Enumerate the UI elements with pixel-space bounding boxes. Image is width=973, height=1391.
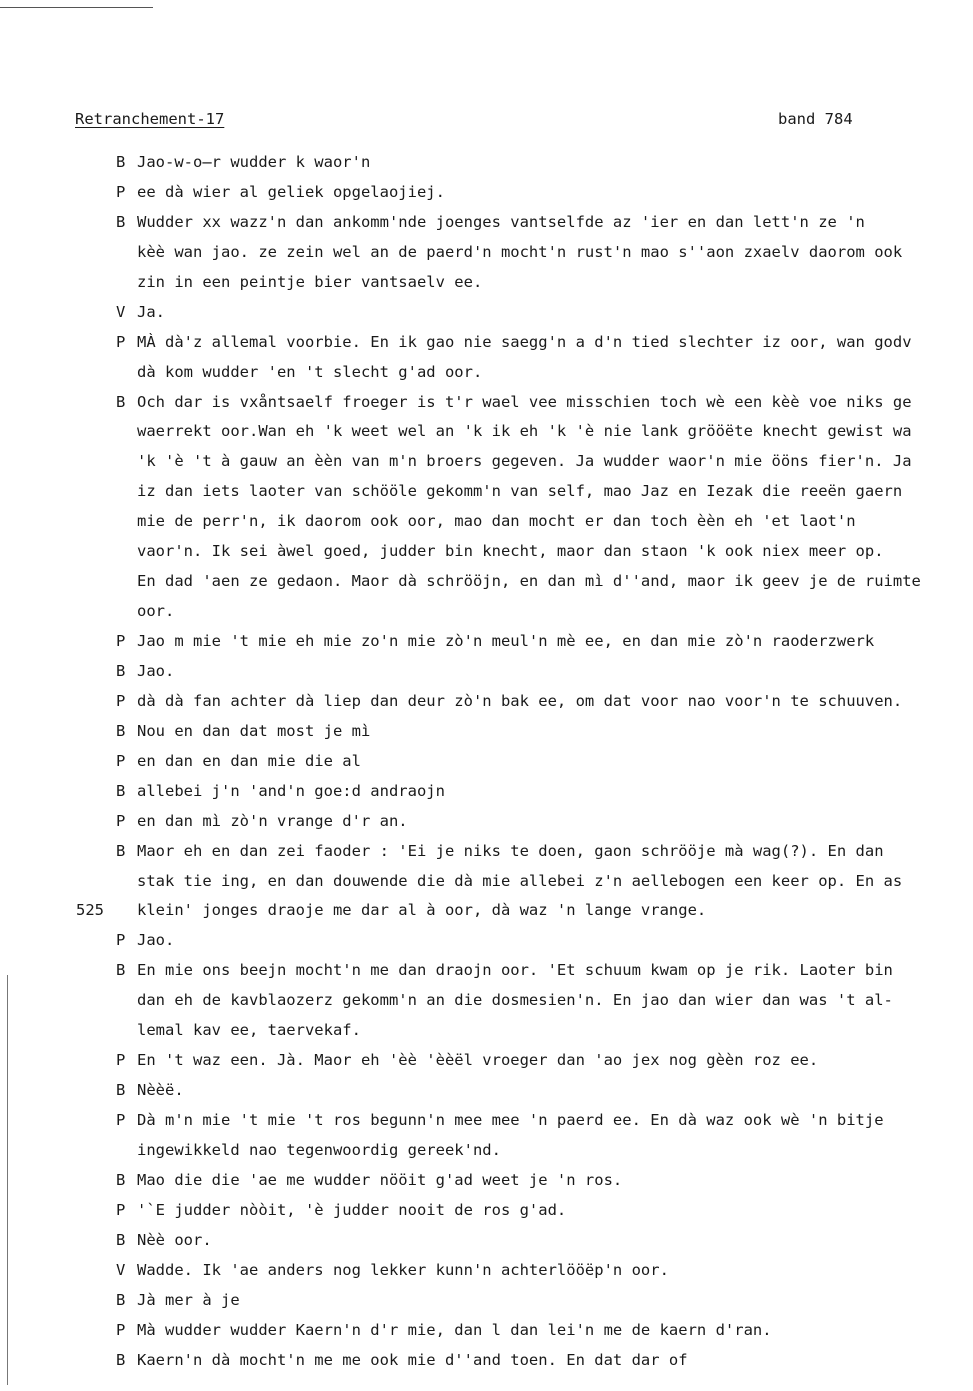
line-text: en dan mì zò'n vrange d'r an. [137,811,408,830]
transcript-line [0,657,973,687]
transcript-line [0,747,973,777]
transcript-body [0,148,973,1375]
transcript-line [0,867,973,897]
line-text: en dan en dan mie die al [137,751,361,770]
transcript-line [0,1106,973,1136]
line-text: En 't waz een. Jà. Maor eh 'èè 'èèël vroeger dan 'ao jex nog gèèn roz ee. [137,1051,819,1070]
transcript-line [0,1196,973,1226]
line-text: Kaern'n dà mocht'n me me ook mie d''and toen. En dat dar of [137,1350,688,1369]
speaker-label: V [116,1260,126,1279]
speaker-label: B [116,721,126,740]
transcript-line [0,986,973,1016]
line-text: oor. [137,602,175,621]
transcript-line [0,717,973,747]
line-text: MÀ dà'z allemal voorbie. En ik gao nie saegg'n a d'n tied slechter iz oor, wan godv [137,332,912,351]
transcript-line [0,1076,973,1106]
line-text: Ja. [137,302,165,321]
speaker-label: B [116,1350,126,1369]
line-text: dan eh de kavblaozerz gekomm'n an die dosmesien'n. En jao dan wier dan was 't al- [137,991,893,1010]
speaker-label: B [116,153,126,171]
line-text: waerrekt oor.Wan eh 'k weet wel an 'k ik eh 'k 'è nie lank grööëte knecht gewist wa [137,422,912,441]
speaker-label: B [116,661,126,680]
speaker-label: B [116,781,126,800]
line-text: Jao. [137,931,175,950]
transcript-line [0,956,973,986]
transcript-line [0,1256,973,1286]
line-text: Dà m'n mie 't mie 't ros begunn'n mee mee 'n paerd ee. En dà waz ook wè 'n bitje [137,1111,884,1129]
transcript-line [0,1226,973,1256]
transcript-line [0,328,973,358]
speaker-label: B [116,1081,126,1100]
transcript-line [0,1316,973,1346]
line-text: allebei j'n 'and'n goe:d andraojn [137,781,445,800]
line-text: stak tie ing, en dan douwende die dà mie allebei z'n aellebogen een keer op. En as [137,871,903,890]
transcript-line [0,597,973,627]
transcript-line [0,148,973,178]
speaker-label: P [116,1320,126,1339]
speaker-label: B [116,212,126,231]
transcript-line [0,208,973,238]
speaker-label: B [116,1290,126,1309]
line-text: iz dan iets laoter van schööle gekomm'n van self, mao Jaz en Iezak die reeën gaern [137,482,903,501]
transcript-line [0,926,973,956]
speaker-label: P [116,1111,126,1129]
line-text: vaor'n. Ik sei àwel goed, judder bin knecht, maor dan staon 'k ook niex meer op. [137,542,884,561]
line-text: mie de perr'n, ik daorom ook oor, mao dan mocht er dan toch èèn eh 'et laot'n [137,512,856,531]
transcript-line [0,298,973,328]
transcript-line [0,238,973,268]
speaker-label: B [116,1170,126,1189]
speaker-label: V [116,302,126,321]
line-text: Nèè oor. [137,1230,212,1249]
transcript-line [0,1046,973,1076]
line-text: Jao-w-o̶r wudder k waor'n [137,153,371,171]
speaker-label: B [116,961,126,980]
transcript-line [0,1286,973,1316]
transcript-line [0,537,973,567]
line-number: 525 [76,901,104,920]
line-text: En dad 'aen ze gedaon. Maor dà schrööjn, en dan mì d''and, maor ik geev je de ruimte [137,572,921,591]
line-text: ingewikkeld nao tegenwoordig gereek'nd. [137,1140,501,1159]
speaker-label: B [116,1230,126,1249]
line-text: ee dà wier al geliek opgelaojiej. [137,182,445,201]
transcript-line [0,178,973,208]
line-text: zin in een peintje bier vantsaelv ee. [137,272,483,291]
transcript-line [0,777,973,807]
line-text: 'k 'è 't à gauw an èèn van m'n broers gegeven. Ja wudder waor'n mie ööns fier'n. Ja [137,452,912,471]
speaker-label: B [116,841,126,860]
line-text: klein' jonges draoje me dar al à oor, dà waz 'n lange vrange. [137,901,707,920]
line-text: Och dar is vxåntsaelf froeger is t'r wael vee misschien toch wè een kèè voe niks ge [137,392,912,411]
speaker-label: P [116,182,126,201]
transcript-line [0,507,973,537]
transcript-line [0,687,973,717]
line-text: dà kom wudder 'en 't slecht g'ad oor. [137,362,483,381]
transcript-line [0,388,973,418]
speaker-label: P [116,691,126,710]
speaker-label: P [116,1200,126,1219]
line-text: '`E judder nòòit, 'è judder nooit de ros g'ad. [137,1200,567,1219]
transcript-line [0,447,973,477]
line-text: Nou en dan dat most je mì [137,721,371,740]
transcript-line [0,1166,973,1196]
line-text: kèè wan jao. ze zein wel an de paerd'n mocht'n rust'n mao s''aon zxaelv daorom ook [137,242,903,261]
line-text: Jà mer à je [137,1290,240,1309]
line-text: Mà wudder wudder Kaern'n d'r mie, dan l dan lei'n me de kaern d'ran. [137,1320,772,1339]
line-text: Jao m mie 't mie eh mie zo'n mie zò'n meul'n mè ee, en dan mie zò'n raoderzwerk [137,632,875,650]
line-text: Mao die die 'ae me wudder nööit g'ad weet je 'n ros. [137,1170,623,1189]
line-text: Maor eh en dan zei faoder : 'Ei je niks te doen, gaon schrööje mà wag(?). En dan [137,841,884,860]
transcript-line [0,417,973,447]
transcript-line [0,567,973,597]
transcript-line [0,807,973,837]
document-title: Retranchement-17 [75,110,225,128]
speaker-label: P [116,931,126,950]
speaker-label: P [116,332,126,351]
line-text: dà dà fan achter dà liep dan deur zò'n bak ee, om dat voor nao voor'n te schuuven. [137,691,903,710]
speaker-label: P [116,1051,126,1070]
line-text: lemal kav ee, taervekaf. [137,1021,361,1040]
transcript-line [0,837,973,867]
line-text: Wudder xx wazz'n dan ankomm'nde joenges vantselfde az 'ier en dan lett'n ze 'n [137,212,865,231]
line-text: Wadde. Ik 'ae anders nog lekker kunn'n achterlööëp'n oor. [137,1260,669,1279]
line-text: Nèèë. [137,1081,184,1100]
transcript-line [0,358,973,388]
transcript-line [0,896,973,926]
transcript-line [0,268,973,298]
transcript-line [0,1346,973,1376]
transcript-line [0,477,973,507]
speaker-label: P [116,751,126,770]
speaker-label: P [116,811,126,830]
top-rule [0,7,153,8]
line-text: En mie ons beejn mocht'n me dan draojn oor. 'Et schuum kwam op je rik. Laoter bin [137,961,893,980]
line-text: Jao. [137,661,175,680]
transcript-line [0,1016,973,1046]
speaker-label: P [116,632,126,650]
transcript-line [0,627,973,657]
band-number: band 784 [778,110,853,128]
transcript-line [0,1136,973,1166]
speaker-label: B [116,392,126,411]
